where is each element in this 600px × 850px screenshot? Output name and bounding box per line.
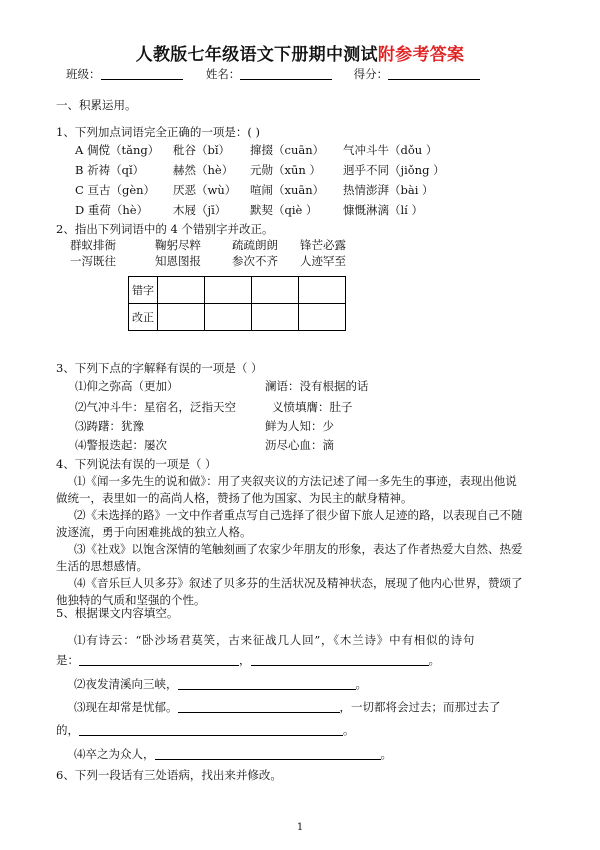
q2-word: 锋芒必露 (300, 238, 346, 252)
q1-option: 热情澎湃（bài ） (343, 183, 434, 197)
q3-item: ⑵气冲斗牛：星宿名，泛指天空 (75, 400, 236, 414)
score-label: 得分： (353, 67, 389, 81)
q1-option: 迥乎不同（jiǒng ） (343, 163, 445, 177)
q1-option: D 重荷（hè） (75, 203, 149, 217)
table-cell[interactable] (252, 277, 299, 304)
q5-item1-label: 是： (56, 653, 79, 667)
q1-option: 厌恶（wù） (173, 183, 237, 197)
q3-item: 澜语：没有根据的话 (265, 379, 369, 393)
table-row-header: 错字 (129, 277, 158, 304)
q5-item2-text: ⑵夜发清溪向三峡， (74, 677, 178, 691)
q1-option: 慷慨淋漓（lí ） (343, 203, 424, 217)
q1-option: 撺掇（cuān） (250, 143, 325, 157)
q5-item4 (74, 746, 392, 762)
q1-stem: 1、下列加点词语完全正确的一项是：( ) (56, 125, 260, 139)
q1-option: 默契（qiè ） (250, 203, 318, 217)
q4-line: ⑷《音乐巨人贝多芬》叙述了贝多芬的生活状况及精神状态，展现了他内心世界，赞颂了 (74, 576, 523, 590)
q1-option: 木屐（jī） (173, 203, 227, 217)
answer-blank[interactable] (79, 653, 239, 666)
q4-line: ⑶《社戏》以饱含深情的笔触刻画了农家少年朋友的形象，表达了作者热爱大自然、热爱 (74, 542, 523, 556)
q5-item3-tail: 的， (56, 723, 79, 737)
q1-option: 喧闹（xuān） (250, 183, 325, 197)
class-label: 班级： (66, 67, 101, 81)
q4-line: 生活的思想感情。 (56, 559, 148, 573)
punctuation: 。 (428, 653, 440, 667)
q4-line: ⑴《闻一多先生的说和做》：用了夹叙夹议的方法记述了闻一多先生的事迹，表现出他说 (74, 474, 517, 488)
q5-item3-text: ⑶现在却常是忧郁。 (74, 700, 178, 714)
q5-item3 (74, 699, 501, 715)
q2-word: 一泻既往 (70, 254, 116, 268)
answer-blank[interactable] (155, 747, 381, 760)
q5-item3-mid: ，一切都将会过去；而那过去了 (339, 700, 501, 714)
answer-blank[interactable] (79, 723, 343, 736)
q1-option: 赫然（hè） (173, 163, 234, 177)
title-main: 人教版七年级语文下册期中测试 (135, 45, 378, 65)
q3-item: 义愤填膺：肚子 (272, 400, 353, 414)
punctuation: 。 (355, 677, 367, 691)
score-field[interactable] (388, 67, 480, 80)
q3-item: 鲜为人知：少 (265, 419, 334, 433)
q1-option: C 亘古（gèn） (75, 183, 156, 197)
page-number: 1 (296, 822, 304, 833)
name-field[interactable] (240, 67, 332, 80)
q3-item: ⑶踌躇：犹豫 (75, 419, 144, 433)
table-cell[interactable] (205, 277, 252, 304)
q2-word: 鞠躬尽粹 (155, 238, 201, 252)
table-row-header: 改正 (129, 304, 158, 331)
q2-word: 群蚁排衙 (70, 238, 116, 252)
q4-line: 做统一，表里如一的高尚人格，赞扬了他为国家、为民主的献身精神。 (56, 491, 413, 505)
q5-item4-text: ⑷卒之为众人， (74, 747, 155, 761)
punctuation: 。 (343, 723, 355, 737)
q4-line: 波逐流，勇于向困难挑战的独立人格。 (56, 525, 252, 539)
table-cell[interactable] (252, 304, 299, 331)
q2-stem: 2、指出下列词语中的 4 个错别字并改正。 (56, 222, 274, 236)
q6-stem: 6、下列一段话有三处语病，找出来并修改。 (56, 768, 282, 782)
answer-blank[interactable] (178, 700, 340, 713)
q5-item2 (74, 676, 367, 692)
answer-blank[interactable] (178, 677, 356, 690)
q5-item1: ⑴有诗云：“卧沙场君莫笑，古来征战几人回”，《木兰诗》中有相似的诗句 (74, 633, 476, 647)
q1-option: A 倜傥（tǎng） (75, 143, 160, 157)
q5-item3-cont (56, 722, 355, 738)
table-cell[interactable] (299, 304, 346, 331)
q4-stem: 4、下列说法有误的一项是（ ） (56, 457, 217, 471)
table-cell[interactable] (205, 304, 252, 331)
table-cell[interactable] (158, 277, 205, 304)
q4-line: ⑵《未选择的路》一文中作者重点写自己选择了很少留下旅人足迹的路，以表现自己不随 (74, 508, 523, 522)
punctuation: 。 (380, 747, 392, 761)
section-heading: 一、积累运用。 (56, 98, 137, 112)
q2-word: 知恩图报 (155, 254, 201, 268)
page-title (0, 44, 600, 66)
correction-table (128, 276, 346, 331)
q3-item: ⑴仰之弥高（更加） (75, 379, 179, 393)
q4-line: 他独特的气质和坚强的个性。 (56, 593, 206, 607)
student-info-row (66, 66, 480, 82)
q1-option: 元勋（xūn ） (250, 163, 321, 177)
q2-word: 参次不齐 (232, 254, 278, 268)
q5-item1-answer (56, 652, 440, 668)
q2-word: 人迹罕至 (300, 254, 346, 268)
q3-stem: 3、下列下点的字解释有误的一项是（ ） (56, 361, 263, 375)
q3-item: ⑷警报迭起：屡次 (75, 438, 167, 452)
punctuation: ， (239, 653, 251, 667)
class-field[interactable] (101, 67, 183, 80)
q5-stem: 5、根据课文内容填空。 (56, 606, 179, 620)
table-cell[interactable] (299, 277, 346, 304)
q1-option: B 祈祷（qǐ） (75, 163, 145, 177)
table-cell[interactable] (158, 304, 205, 331)
name-label: 姓名： (205, 67, 241, 81)
title-answer: 附参考答案 (377, 45, 465, 65)
answer-blank[interactable] (251, 653, 429, 666)
q2-word: 疏疏朗朗 (232, 238, 278, 252)
q1-option: 秕谷（bǐ） (173, 143, 231, 157)
q3-item: 沥尽心血：滴 (265, 438, 334, 452)
q1-option: 气冲斗牛（dǒu ） (343, 143, 438, 157)
